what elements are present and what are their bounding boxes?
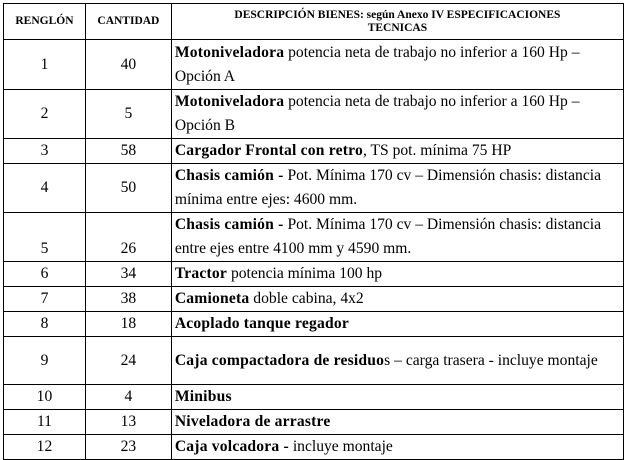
descripcion-cell — [171, 312, 623, 337]
item-detail: s – carga trasera - incluye montaje — [384, 351, 598, 369]
descripcion-cell — [171, 213, 623, 262]
table-row — [4, 90, 624, 139]
cantidad-cell: 26 — [85, 213, 171, 262]
descripcion-cell — [171, 385, 623, 410]
table-row — [4, 385, 624, 410]
item-detail: incluye montaje — [288, 438, 393, 455]
renglon-cell: 12 — [4, 435, 86, 460]
descripcion-cell — [171, 410, 623, 435]
item-detail: Pot. Mínima 170 cv – Dimensión chasis: distancia mínima entre ejes: 4600 mm. — [174, 167, 602, 208]
cantidad-cell: 4 — [85, 385, 171, 410]
descripcion-cell — [171, 337, 623, 385]
cantidad-cell: 5 — [85, 90, 171, 139]
table-row — [4, 262, 624, 287]
cantidad-cell: 13 — [85, 410, 171, 435]
item-name: Motoniveladora — [174, 93, 285, 110]
header-renglon: RENGLÓN — [4, 4, 86, 40]
item-detail: doble cabina, 4x2 — [249, 290, 364, 307]
descripcion-cell — [171, 139, 623, 164]
item-detail: potencia neta de trabajo no inferior a 160 Hp – Opción A — [174, 43, 580, 85]
renglon-cell: 3 — [4, 139, 86, 164]
renglon-cell: 2 — [4, 90, 86, 139]
item-name: Caja volcadora - — [174, 438, 289, 455]
cantidad-cell: 40 — [85, 40, 171, 90]
descripcion-cell — [171, 40, 623, 90]
item-detail: potencia neta de trabajo no inferior a 160 Hp – Opción B — [174, 93, 580, 134]
table-row — [4, 312, 624, 337]
cantidad-cell: 50 — [85, 164, 171, 213]
table-row — [4, 164, 624, 213]
renglon-cell: 4 — [4, 164, 86, 213]
item-name: Chasis camión - — [174, 167, 284, 184]
renglon-cell: 9 — [4, 337, 86, 385]
table-row — [4, 435, 624, 460]
item-name: Acoplado tanque regador — [174, 315, 349, 332]
item-name: Camioneta — [174, 290, 250, 307]
table-row — [4, 213, 624, 262]
table-row — [4, 40, 624, 90]
item-name: Niveladora de arrastre — [174, 413, 331, 430]
descripcion-cell — [171, 90, 623, 139]
descripcion-cell — [171, 435, 623, 460]
renglon-cell: 5 — [4, 213, 86, 262]
renglon-cell: 7 — [4, 287, 86, 312]
item-name: Minibus — [174, 388, 232, 405]
cantidad-cell: 23 — [85, 435, 171, 460]
renglon-cell: 1 — [4, 40, 86, 90]
renglon-cell: 10 — [4, 385, 86, 410]
cantidad-cell: 18 — [85, 312, 171, 337]
bienes-table — [3, 3, 624, 460]
item-name: Tractor — [174, 265, 228, 282]
cantidad-cell: 34 — [85, 262, 171, 287]
descripcion-cell — [171, 164, 623, 213]
header-cantidad: CANTIDAD — [85, 4, 171, 40]
header-descripcion: DESCRIPCIÓN BIENES: según Anexo IV ESPECIFICACIONES TECNICAS — [171, 4, 623, 40]
item-name: Caja compactadora de residuo — [174, 351, 385, 369]
descripcion-cell — [171, 262, 623, 287]
item-name: Cargador Frontal con retro — [174, 142, 363, 159]
item-detail: potencia mínima 100 hp — [227, 265, 383, 282]
table-row — [4, 287, 624, 312]
renglon-cell: 6 — [4, 262, 86, 287]
cantidad-cell: 38 — [85, 287, 171, 312]
item-detail: , TS pot. mínima 75 HP — [362, 142, 512, 159]
renglon-cell: 8 — [4, 312, 86, 337]
item-name: Motoniveladora — [174, 43, 285, 61]
renglon-cell: 11 — [4, 410, 86, 435]
descripcion-cell — [171, 287, 623, 312]
table-row — [4, 410, 624, 435]
item-name: Chasis camión - — [174, 216, 284, 233]
table-row — [4, 139, 624, 164]
item-detail: Pot. Mínima 170 cv – Dimensión chasis: distancia entre ejes entre 4100 mm y 4590 mm. — [174, 216, 602, 257]
table-header-row — [4, 4, 624, 40]
table-row — [4, 337, 624, 385]
cantidad-cell: 24 — [85, 337, 171, 385]
cantidad-cell: 58 — [85, 139, 171, 164]
